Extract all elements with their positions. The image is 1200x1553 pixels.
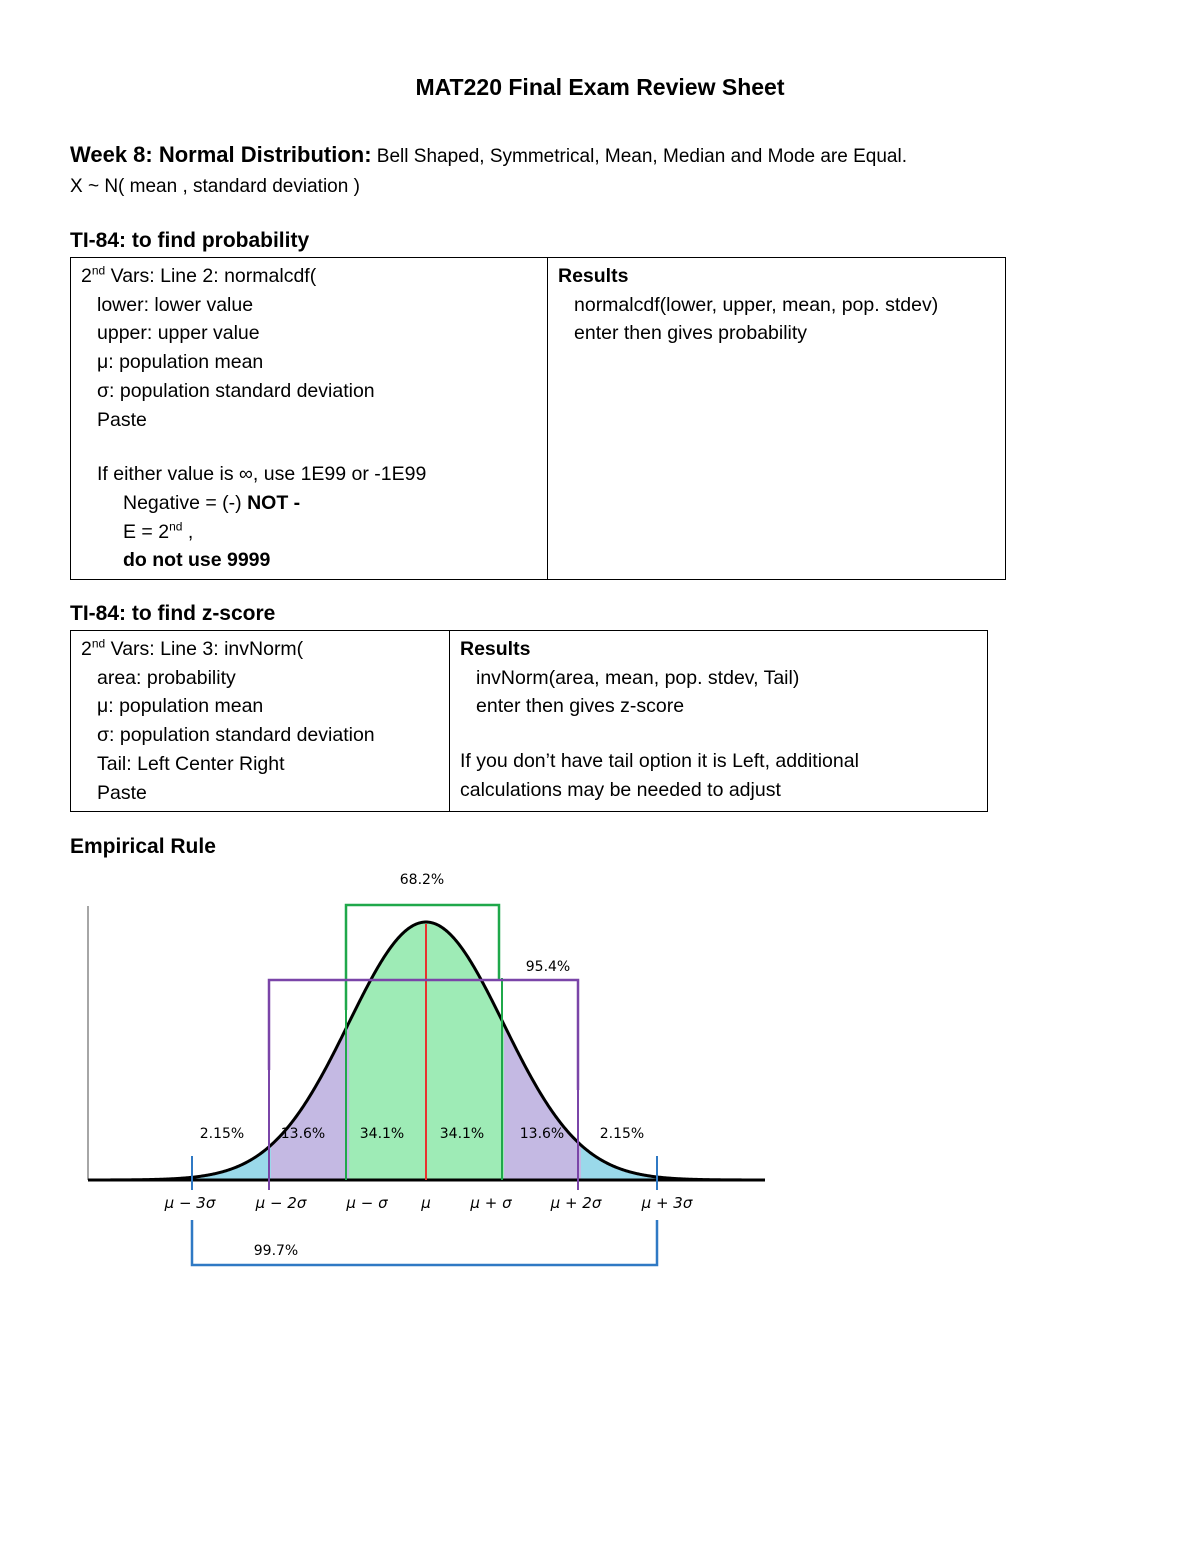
tail-note-line2: calculations may be needed to adjust <box>460 778 781 801</box>
axis-label-plus-1sd: μ + σ <box>470 1194 512 1212</box>
probability-results-cell <box>548 258 1006 580</box>
zscore-steps-cell <box>71 631 450 812</box>
probability-steps-cell <box>71 258 548 580</box>
axis-label-minus-2sd: μ − 2σ <box>255 1194 307 1212</box>
tail-note-line1: If you don’t have tail option it is Left, additional <box>460 750 859 773</box>
probability-heading: TI-84: to find probability <box>70 229 310 252</box>
probability-step-lower: lower: lower value <box>97 293 254 316</box>
probability-step-upper: upper: upper value <box>97 322 260 345</box>
probability-results-heading: Results <box>558 265 629 287</box>
region-label-6: 2.15% <box>599 1126 645 1142</box>
region-label-1: 2.15% <box>199 1126 245 1142</box>
axis-label-plus-3sd: μ + 3σ <box>641 1194 693 1212</box>
empirical-rule-diagram <box>70 860 790 1280</box>
week-heading: Week 8: Normal Distribution: <box>70 142 372 167</box>
distribution-notation: X ~ N( mean , standard deviation ) <box>70 176 360 197</box>
infinity-note: If either value is ∞, use 1E99 or -1E99 <box>97 463 427 486</box>
empirical-heading: Empirical Rule <box>70 835 216 858</box>
probability-result-syntax: normalcdf(lower, upper, mean, pop. stdev) <box>574 293 939 316</box>
zscore-results-cell <box>450 631 988 812</box>
zscore-table <box>70 630 988 812</box>
probability-result-note: enter then gives probability <box>574 322 808 345</box>
e-note: E = 2nd , <box>123 519 194 543</box>
probability-step-mean: μ: population mean <box>97 351 264 374</box>
zscore-step-paste: Paste <box>97 781 147 804</box>
label-997: 99.7% <box>253 1243 299 1259</box>
zscore-step-tail: Tail: Left Center Right <box>97 752 285 775</box>
week-description <box>70 142 907 168</box>
axis-label-minus-3sd: μ − 3σ <box>164 1194 216 1212</box>
probability-step-stdev: σ: population standard deviation <box>97 379 375 402</box>
axis-label-minus-1sd: μ − σ <box>346 1194 388 1212</box>
region-label-5: 13.6% <box>519 1126 565 1142</box>
week-text: Bell Shaped, Symmetrical, Mean, Median and Mode are Equal. <box>371 146 907 167</box>
probability-table <box>70 257 1006 580</box>
probability-step-header: 2nd Vars: Line 2: normalcdf( <box>81 263 317 287</box>
region-label-3: 34.1% <box>359 1126 405 1142</box>
axis-label-plus-2sd: μ + 2σ <box>550 1194 602 1212</box>
region-label-2: 13.6% <box>280 1126 326 1142</box>
negative-note: Negative = (-) NOT - <box>123 491 301 514</box>
region-label-4: 34.1% <box>439 1126 485 1142</box>
page-title: MAT220 Final Exam Review Sheet <box>415 74 785 100</box>
label-95: 95.4% <box>525 959 571 975</box>
zscore-result-note: enter then gives z-score <box>476 695 685 718</box>
no-9999-note: do not use 9999 <box>123 549 271 572</box>
zscore-step-mean: μ: population mean <box>97 695 264 718</box>
zscore-heading: TI-84: to find z-score <box>70 602 276 625</box>
label-68: 68.2% <box>399 872 445 888</box>
axis-label-mean: μ <box>421 1194 431 1212</box>
zscore-step-stdev: σ: population standard deviation <box>97 724 375 747</box>
zscore-result-syntax: invNorm(area, mean, pop. stdev, Tail) <box>476 666 800 689</box>
zscore-step-area: area: probability <box>97 666 236 689</box>
zscore-step-header: 2nd Vars: Line 3: invNorm( <box>81 636 304 660</box>
probability-step-paste: Paste <box>97 408 147 431</box>
zscore-results-heading: Results <box>460 638 531 660</box>
